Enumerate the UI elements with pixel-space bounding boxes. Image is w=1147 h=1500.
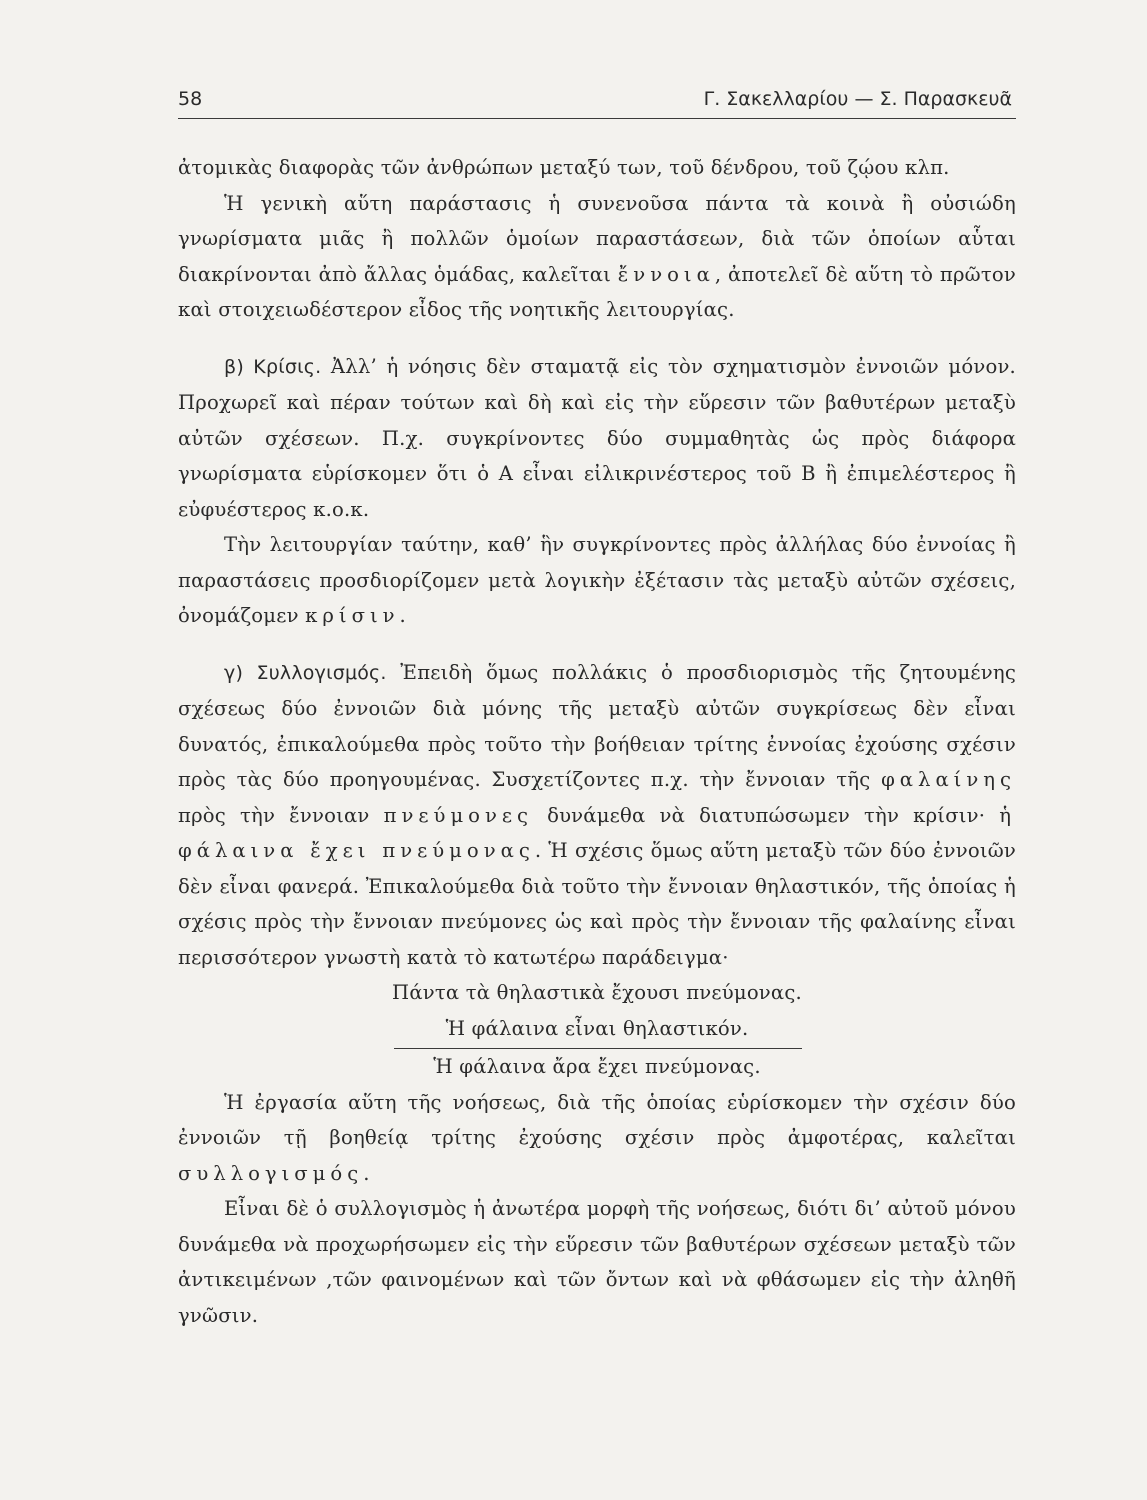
section-gamma-text-c: δυνάμεθα νὰ διατυπώσωμεν τὴν κρίσιν· xyxy=(533,803,986,827)
paragraph-1: ἀτομικὰς διαφορὰς τῶν ἀνθρώπων μεταξύ των, τοῦ δένδρου, τοῦ ζῴου κλπ. xyxy=(178,156,950,179)
term-falaines: φαλαίνης xyxy=(881,768,1016,791)
page-header xyxy=(178,84,1016,119)
section-gamma-text-a: Ἐπειδὴ ὅμως πολλάκις ὁ προσδιορισμὸς τῆς ζητουμένης σχέσεως δύο ἐννοιῶν διὰ μόνης τῆς μεταξὺ αὐτῶν συγκρίσεως δὲν εἶναι δυνατός, ἐπικαλούμεθα πρὸς τοῦτο τὴν βοήθειαν τρίτης ἐννοίας ἐχούσης σχέσιν πρὸς τὰς δύο προηγουμένας. Συσχετίζοντες π.χ. τὴν ἔννοιαν τῆς xyxy=(178,660,1016,791)
term-ennoia: ἔννοια xyxy=(617,262,715,286)
paragraph-2-text-a: Ἡ γενικὴ αὕτη παράστασις ἡ συνενοῦσα πάντα τὰ κοινὰ ἢ οὐσιώδη γνωρίσματα μιᾶς ἢ πολλῶν ὁμοίων παραστάσεων, διὰ τῶν ὁποίων αὗται διακρίνονται ἀπὸ ἄλλας ὁμάδας, καλεῖται xyxy=(178,191,1016,286)
page-number: 58 xyxy=(178,88,203,110)
section-gamma-text-b: πρὸς τὴν ἔννοιαν xyxy=(178,803,370,827)
term-syllogismos: συλλογισμός xyxy=(178,1161,364,1185)
paragraph-4-text-a: Τὴν λειτουργίαν ταύτην, καθ’ ἣν συγκρίνοντες πρὸς ἀλλήλας δύο ἐννοίας ἢ παραστάσεις προσδιορίζομεν μετὰ λογικὴν ἐξέτασιν τὰς μεταξὺ αὐτῶν σχέσεις, ὀνομάζομεν xyxy=(178,533,1016,627)
running-title: Γ. Σακελλαρίου — Σ. Παρασκευᾶ xyxy=(703,88,1012,110)
syllogism-example xyxy=(178,975,1016,1085)
page-body xyxy=(178,150,1016,1333)
term-pneumones: πνεύμονες xyxy=(383,803,534,827)
paragraph-7: Εἶναι δὲ ὁ συλλογισμὸς ἡ ἀνωτέρα μορφὴ τῆς νοήσεως, διότι δι’ αὐτοῦ μόνου δυνάμεθα νὰ προχωρήσωμεν εἰς τὴν εὕρεσιν τῶν βαθυτέρων σχέσεων μεταξὺ τῶν ἀντικειμένων ,τῶν φαινομένων καὶ τῶν ὄντων καὶ νὰ φθάσωμεν εἰς τὴν ἀληθῆ γνῶσιν. xyxy=(178,1197,1016,1327)
section-gamma xyxy=(178,655,1016,976)
syllogism-line-3: Ἡ φάλαινα ἄρα ἔχει πνεύμονας. xyxy=(433,1055,761,1078)
syllogism-line-2: Ἡ φάλαινα εἶναι θηλαστικόν. xyxy=(445,1016,749,1040)
paragraph-4 xyxy=(178,527,1016,634)
paragraph-2-text-b: , ἀποτελεῖ δὲ αὕτη τὸ πρῶτον καὶ στοιχειωδέστερον εἶδος τῆς νοητικῆς λειτουργίας. xyxy=(178,262,1016,321)
section-beta-title: β) Κρίσις. xyxy=(224,355,322,378)
paragraph-4-text-b: . xyxy=(399,604,406,627)
paragraph-6-text-a: Ἡ ἐργασία αὕτη τῆς νοήσεως, διὰ τῆς ὁποίας εὑρίσκομεν τὴν σχέσιν δύο ἐννοιῶν τῇ βοηθείᾳ τρίτης ἐχούσης σχέσιν πρὸς ἀμφοτέρας, καλεῖται xyxy=(178,1090,1016,1149)
section-gamma-title: γ) Συλλογισμός. xyxy=(224,661,387,684)
syllogism-line-1: Πάντα τὰ θηλαστικὰ ἔχουσι πνεύμονας. xyxy=(392,981,802,1004)
section-beta-text: Ἀλλ’ ἡ νόησις δὲν σταματᾷ εἰς τὸν σχηματισμὸν ἐννοιῶν μόνον. Προχωρεῖ καὶ πέραν τούτων καὶ δὴ καὶ εἰς τὴν εὕρεσιν τῶν βαθυτέρων μεταξὺ αὐτῶν σχέσεων. Π.χ. συγκρίνοντες δύο συμμαθητὰς ὡς πρὸς διάφορα γνωρίσματα εὑρίσκομεν ὅτι ὁ Α εἶναι εἰλικρινέστερος τοῦ Β ἢ ἐπιμελέστερος ἢ εὐφυέστερος κ.ο.κ. xyxy=(178,354,1016,521)
paragraph-2 xyxy=(178,186,1016,328)
paragraph-6 xyxy=(178,1085,1016,1192)
paragraph-6-text-b: . xyxy=(363,1161,370,1185)
term-falaina-sentence: ἡ φάλαινα ἔχει πνεύμονας xyxy=(178,803,1016,862)
term-krisis: κρίσιν xyxy=(305,604,400,627)
section-gamma-text-d: . Ἡ σχέσις ὅμως αὕτη μεταξὺ τῶν δύο ἐννοιῶν δὲν εἶναι φανερά. Ἐπικαλούμεθα διὰ τοῦτο τὴν ἔννοιαν θηλαστικόν, τῆς ὁποίας ἡ σχέσις πρὸς τὴν ἔννοιαν πνεύμονες ὡς καὶ πρὸς τὴν ἔννοιαν τῆς φαλαίνης εἶναι περισσότερον γνωστὴ κατὰ τὸ κατωτέρω παράδειγμα· xyxy=(178,839,1017,969)
section-beta xyxy=(178,349,1016,528)
